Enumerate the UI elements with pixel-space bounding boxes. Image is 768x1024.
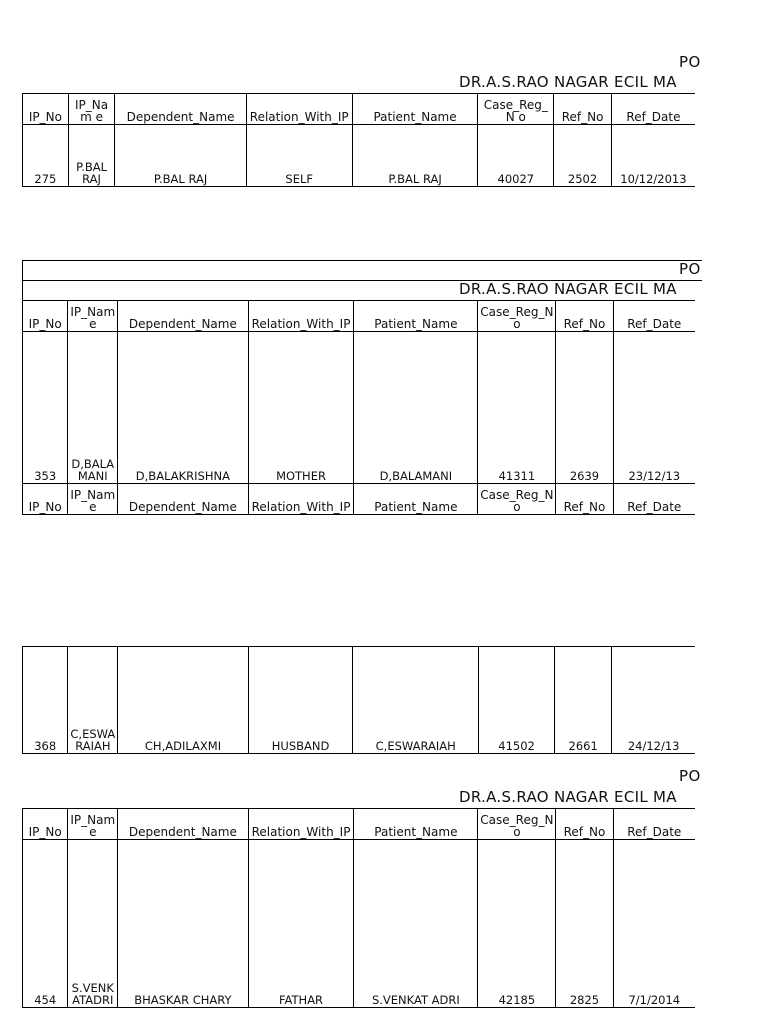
heading-po: PO [679, 53, 701, 71]
record-table [22, 808, 695, 1008]
cell-patient-name: D,BALAMANI [354, 332, 478, 484]
cell-ip-name: D,BALA MANI [68, 332, 118, 484]
col-relation: Relation_With_IP [248, 301, 354, 332]
cell-ip-no: 353 [23, 332, 68, 484]
header-row [23, 484, 696, 515]
col-ip-no: IP_No [23, 484, 68, 515]
heading-center: DR.A.S.RAO NAGAR ECIL MA [459, 73, 677, 91]
col-ref-date: Ref_Date [611, 94, 695, 125]
record-table [22, 646, 695, 754]
col-ip-no: IP_No [23, 809, 68, 840]
cell-ref-no: 2825 [556, 840, 613, 1008]
col-ref-date: Ref_Date [613, 809, 695, 840]
cell-relation: FATHAR [248, 840, 354, 1008]
col-ip-name: IP_Nam e [68, 94, 115, 125]
cell-ref-date: 24/12/13 [612, 647, 695, 754]
cell-ip-no: 454 [23, 840, 68, 1008]
cell-ip-no: 368 [23, 647, 68, 754]
cell-ip-name: S.VENK ATADRI [68, 840, 118, 1008]
cell-ref-date: 10/12/2013 [611, 125, 695, 187]
record-table [22, 300, 695, 515]
cell-ip-no: 275 [23, 125, 69, 187]
col-ip-name: IP_Nam e [68, 301, 118, 332]
col-patient-name: Patient_Name [354, 484, 478, 515]
col-patient-name: Patient_Name [354, 301, 478, 332]
heading-po: PO [679, 260, 701, 278]
cell-ref-date: 7/1/2014 [613, 840, 695, 1008]
header-row [23, 94, 696, 125]
col-ip-name: IP_Nam e [68, 484, 118, 515]
col-ref-no: Ref_No [556, 484, 613, 515]
header-row [23, 301, 696, 332]
cell-relation: HUSBAND [248, 647, 353, 754]
cell-patient-name: C,ESWARAIAH [353, 647, 479, 754]
cell-case-reg-no: 40027 [478, 125, 554, 187]
cell-dependent-name: CH,ADILAXMI [118, 647, 248, 754]
col-ip-name: IP_Nam e [68, 809, 118, 840]
col-ref-no: Ref_No [556, 809, 613, 840]
header-row [23, 809, 696, 840]
cell-case-reg-no: 42185 [478, 840, 556, 1008]
col-case-reg-no: Case_Reg_N o [478, 809, 556, 840]
cell-ip-name: C,ESWA RAIAH [68, 647, 118, 754]
col-dependent-name: Dependent_Name [118, 301, 248, 332]
heading-po: PO [679, 767, 701, 785]
heading-center: DR.A.S.RAO NAGAR ECIL MA [459, 788, 677, 806]
cell-patient-name: P.BAL RAJ [352, 125, 478, 187]
heading-center: DR.A.S.RAO NAGAR ECIL MA [459, 280, 677, 298]
cell-case-reg-no: 41311 [478, 332, 556, 484]
col-dependent-name: Dependent_Name [118, 484, 248, 515]
col-ip-no: IP_No [23, 301, 68, 332]
col-ref-no: Ref_No [556, 301, 613, 332]
cell-ref-no: 2502 [554, 125, 612, 187]
col-case-reg-no: Case_Reg_N o [478, 301, 556, 332]
col-relation: Relation_With_IP [246, 94, 352, 125]
col-patient-name: Patient_Name [352, 94, 478, 125]
col-ref-no: Ref_No [554, 94, 612, 125]
cell-relation: SELF [246, 125, 352, 187]
table-row [23, 840, 696, 1008]
col-dependent-name: Dependent_Name [115, 94, 246, 125]
cell-ip-name: P.BAL RAJ [68, 125, 115, 187]
col-patient-name: Patient_Name [354, 809, 478, 840]
cell-ref-date: 23/12/13 [613, 332, 695, 484]
col-relation: Relation_With_IP [248, 484, 354, 515]
cell-patient-name: S.VENKAT ADRI [354, 840, 478, 1008]
table-row [23, 332, 696, 484]
cell-ref-no: 2661 [555, 647, 612, 754]
divider-line [22, 260, 702, 261]
cell-dependent-name: BHASKAR CHARY [118, 840, 248, 1008]
table-row [23, 647, 696, 754]
col-relation: Relation_With_IP [248, 809, 354, 840]
table-row [23, 125, 696, 187]
cell-dependent-name: D,BALAKRISHNA [118, 332, 248, 484]
col-ip-no: IP_No [23, 94, 69, 125]
cell-case-reg-no: 41502 [479, 647, 555, 754]
col-ref-date: Ref_Date [613, 484, 695, 515]
col-ref-date: Ref_Date [613, 301, 695, 332]
col-case-reg-no: Case_Reg_N o [478, 484, 556, 515]
cell-relation: MOTHER [248, 332, 354, 484]
record-table [22, 93, 695, 187]
col-dependent-name: Dependent_Name [118, 809, 248, 840]
cell-ref-no: 2639 [556, 332, 613, 484]
cell-dependent-name: P.BAL RAJ [115, 125, 246, 187]
col-case-reg-no: Case_Reg_N o [478, 94, 554, 125]
